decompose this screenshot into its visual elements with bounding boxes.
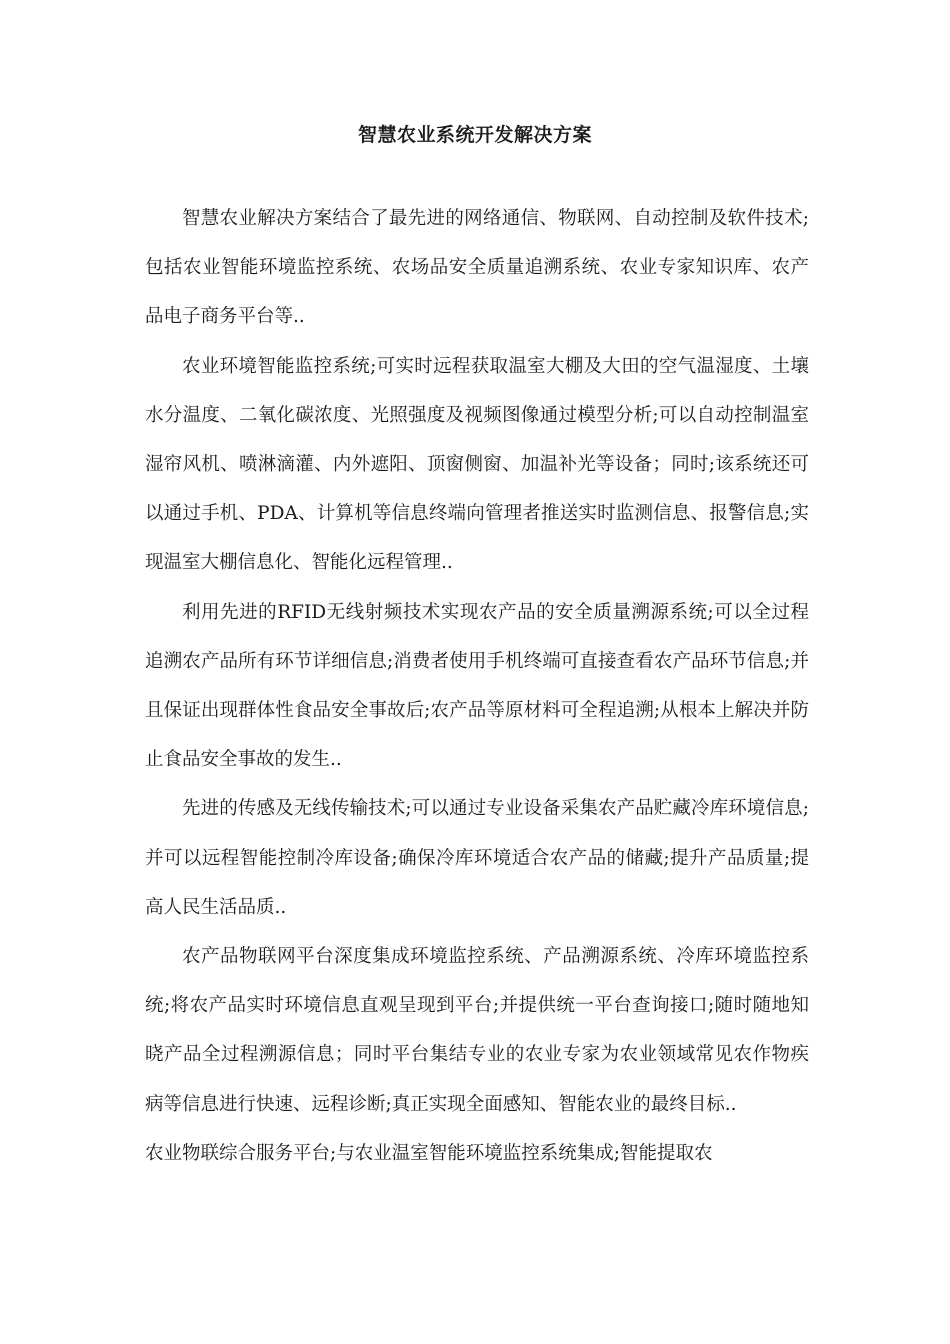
paragraph-environment-monitoring: 农业环境智能监控系统;可实时远程获取温室大棚及大田的空气温湿度、土壤水分温度、二氧化碳浓度、光照强度及视频图像通过模型分析;可以自动控制温室湿帘风机、喷淋滴灌、内外遮阳、顶窗侧窗、加温补光等设备；同时;该系统还可以通过手机、PDA、计算机等信息终端向管理者推送实时监测信息、报警信息;实现温室大棚信息化、智能化远程管理.. [145, 355, 809, 574]
document-body [145, 194, 809, 1178]
paragraph-service-platform: 农业物联综合服务平台;与农业温室智能环境监控系统集成;智能提取农 [145, 1142, 713, 1164]
paragraph-rfid-traceability: 利用先进的RFID无线射频技术实现农产品的安全质量溯源系统;可以全过程追溯农产品所有环节详细信息;消费者使用手机终端可直接查看农产品环节信息;并且保证出现群体性食品安全事故后;农产品等原材料可全程追溯;从根本上解决并防止食品安全事故的发生.. [145, 601, 809, 771]
paragraph-intro: 智慧农业解决方案结合了最先进的网络通信、物联网、自动控制及软件技术;包括农业智能环境监控系统、农场品安全质量追溯系统、农业专家知识库、农产品电子商务平台等.. [145, 208, 809, 328]
paragraph-iot-platform: 农产品物联网平台深度集成环境监控系统、产品溯源系统、冷库环境监控系统;将农产品实时环境信息直观呈现到平台;并提供统一平台查询接口;随时随地知晓产品全过程溯源信息；同时平台集结专业的农业专家为农业领域常见农作物疾病等信息进行快速、远程诊断;真正实现全面感知、智能农业的最终目标.. [145, 946, 809, 1115]
paragraph-cold-storage: 先进的传感及无线传输技术;可以通过专业设备采集农产品贮藏冷库环境信息;并可以远程智能控制冷库设备;确保冷库环境适合农产品的储藏;提升产品质量;提高人民生活品质.. [145, 798, 809, 918]
document-title: 智慧农业系统开发解决方案 [357, 124, 592, 146]
